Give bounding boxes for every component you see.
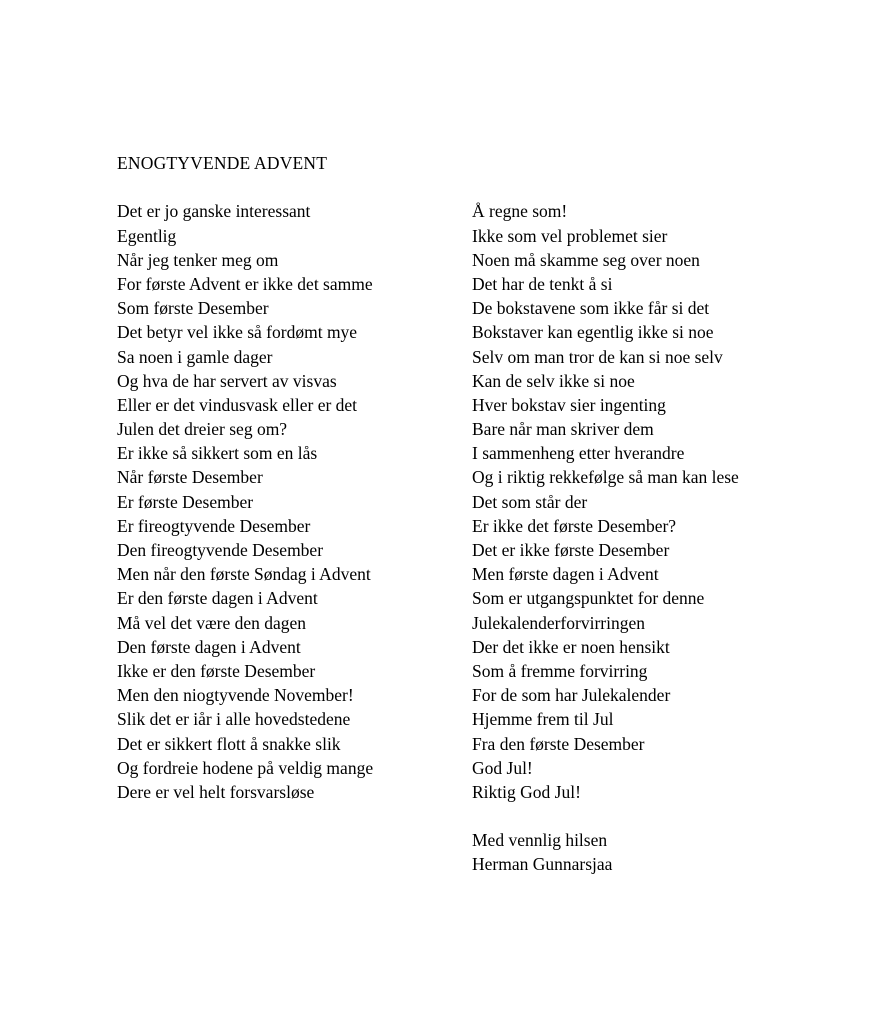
poem-line: Det betyr vel ikke så fordømt mye [117,322,358,343]
poem-line: Sa noen i gamle dager [117,346,273,367]
poem-line: Kan de selv ikke si noe [472,370,635,391]
poem-line: Bare når man skriver dem [472,419,654,440]
poem-line: Men første dagen i Advent [472,564,659,585]
poem-line: Men når den første Søndag i Advent [117,564,371,585]
poem-line: Hjemme frem til Jul [472,709,614,730]
poem-line: Hver bokstav sier ingenting [472,394,666,415]
poem-line: De bokstavene som ikke får si det [472,298,710,319]
poem-line: Og i riktig rekkefølge så man kan lese [472,467,739,488]
poem-column-right-lines [472,199,739,804]
poem-line: For de som har Julekalender [472,685,671,706]
poem-columns [117,199,739,876]
poem-line: Og hva de har servert av visvas [117,370,337,391]
poem-line: Når jeg tenker meg om [117,249,279,270]
poem-line: Dere er vel helt forsvarsløse [117,781,315,802]
poem-line: Det er ikke første Desember [472,540,670,560]
poem-line: Ikke er den første Desember [117,660,316,681]
poem-line: Å regne som! [472,201,568,222]
poem-line: Det som står der [472,491,588,512]
poem-line: Er den første dagen i Advent [117,588,318,609]
poem-line: Det er sikkert flott å snakke slik [117,733,341,754]
poem-line: Som første Desember [117,298,269,319]
poem-line: Julen det dreier seg om? [117,419,288,440]
poem-line: Slik det er iår i alle hovedstedene [117,709,351,730]
poem-line: Selv om man tror de kan si noe selv [472,346,723,367]
poem-line: Som å fremme forvirring [472,660,648,681]
signature-block [472,828,739,876]
poem-line: Eller er det vindusvask eller er det [117,394,358,415]
poem-line: Den fireogtyvende Desember [117,540,324,560]
poem-line: Der det ikke er noen hensikt [472,636,670,657]
poem-line: Er fireogtyvende Desember [117,515,311,536]
poem-line: Egentlig [117,225,177,246]
poem-line: Er første Desember [117,491,254,512]
poem-line: God Jul! [472,757,533,778]
poem-line: Må vel det være den dagen [117,612,307,633]
signature-gap [472,804,739,828]
poem-line: Men den niogtyvende November! [117,685,354,706]
title-gap [117,175,739,199]
poem-column-left [117,199,472,804]
document-page [117,151,739,877]
poem-line: Det har de tenkt å si [472,273,613,294]
poem-title: ENOGTYVENDE ADVENT [117,153,328,173]
poem-line: Herman Gunnarsjaa [472,854,613,875]
poem-line: Og fordreie hodene på veldig mange [117,757,374,778]
poem-line: Er ikke så sikkert som en lås [117,443,318,464]
poem-line: Er ikke det første Desember? [472,515,677,536]
poem-line: Det er jo ganske interessant [117,201,311,222]
poem-line: Med vennlig hilsen [472,830,608,851]
poem-line: Ikke som vel problemet sier [472,225,668,246]
poem-line: I sammenheng etter hverandre [472,443,685,464]
poem-line: Noen må skamme seg over noen [472,249,700,270]
poem-line: Riktig God Jul! [472,781,581,802]
poem-line: Når første Desember [117,467,263,488]
poem-line: For første Advent er ikke det samme [117,273,373,294]
poem-line: Den første dagen i Advent [117,636,301,657]
poem-line: Fra den første Desember [472,733,645,754]
poem-line: Som er utgangspunktet for denne [472,588,705,609]
poem-column-right [472,199,739,876]
poem-line: Bokstaver kan egentlig ikke si noe [472,322,714,343]
poem-line: Julekalenderforvirringen [472,612,645,633]
